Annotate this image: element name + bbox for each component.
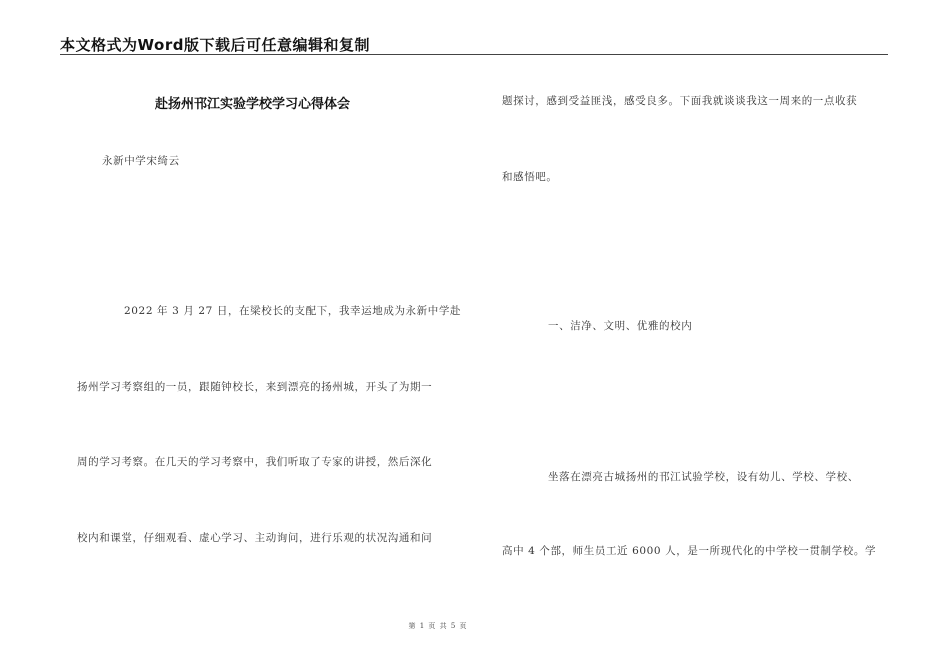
author-line: 永新中学宋绮云 (102, 155, 180, 167)
header-title: 本文格式为Word版下载后可任意编辑和复制 (60, 36, 370, 54)
header-divider (60, 54, 888, 55)
page-number: 第 1 页 共 5 页 (408, 622, 468, 630)
right-paragraph-line: 题探讨，感到受益匪浅，感受良多。下面我就谈谈我这一周来的一点收获 (502, 95, 858, 107)
section-heading: 一、洁净、文明、优雅的校内 (548, 320, 693, 332)
left-paragraph-line: 扬州学习考察组的一员，跟随钟校长，来到漂亮的扬州城，开头了为期一 (77, 381, 433, 393)
left-paragraph-line: 周的学习考察。在几天的学习考察中，我们听取了专家的讲授，然后深化 (77, 456, 433, 468)
left-paragraph-line: 2022 年 3 月 27 日，在梁校长的支配下，我幸运地成为永新中学赴 (124, 305, 462, 317)
right-paragraph-line: 高中 4 个部，师生员工近 6000 人，是一所现代化的中学校一贯制学校。学 (502, 545, 877, 557)
left-paragraph-line: 校内和课堂，仔细观看、虚心学习、主动询问，进行乐观的状况沟通和问 (77, 532, 433, 544)
document-title: 赴扬州邗江实验学校学习心得体会 (155, 97, 351, 112)
right-paragraph-line: 坐落在漂亮古城扬州的邗江试验学校，设有幼儿、学校、学校、 (548, 471, 859, 483)
right-paragraph-line: 和感悟吧。 (502, 171, 558, 183)
